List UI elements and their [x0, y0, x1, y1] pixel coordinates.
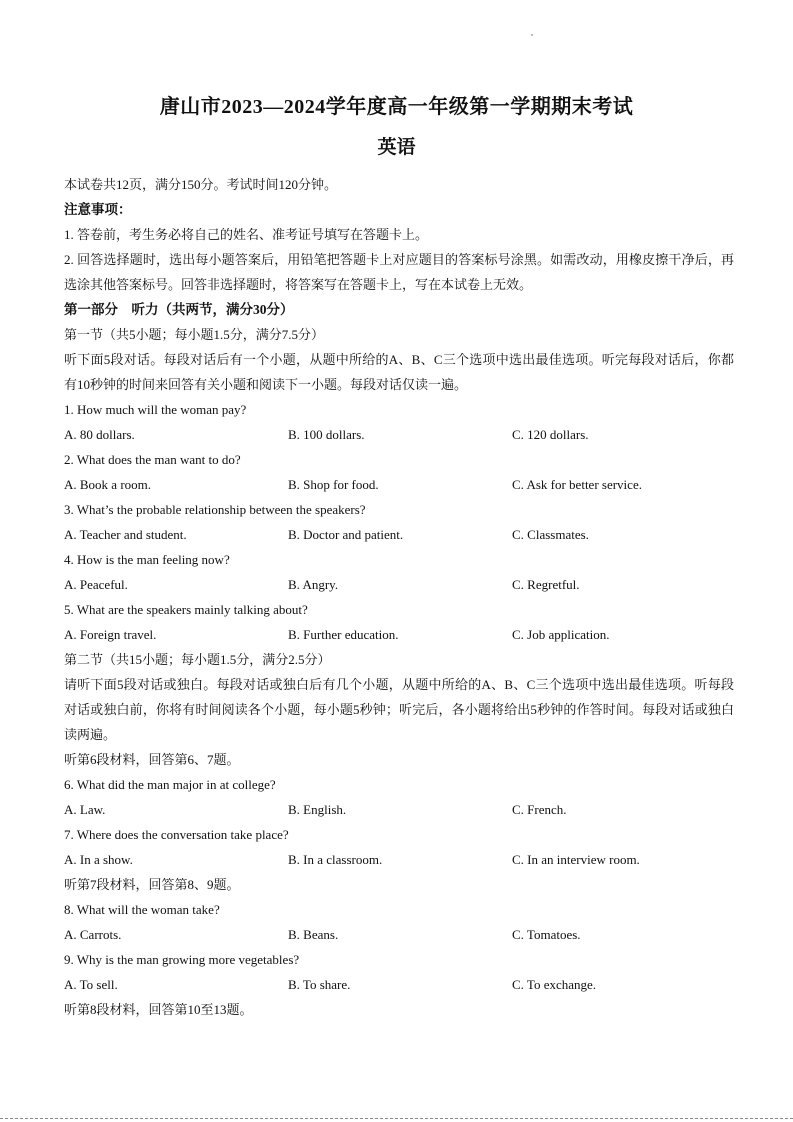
material-heading: 听第6段材料，回答第6、7题。 — [64, 752, 240, 767]
option-b: B. To share. — [288, 977, 351, 992]
answer-options — [64, 847, 734, 872]
answer-options — [64, 522, 734, 547]
question-stem: 3. What’s the probable relationship between the speakers? — [64, 502, 366, 517]
section2-instructions: 请听下面5段对话或独白。每段对话或独白后有几个小题，从题中所给的A、B、C三个选项中选出最佳选项。听每段对话或独白前，你将有时间阅读各个小题，每小题5秒钟；听完后，各小题将给出5秒钟的作答时间。每段对话或独白读两遍。 — [64, 677, 734, 742]
option-c: C. French. — [512, 802, 567, 817]
notice-item-2: 2. 回答选择题时，选出每小题答案后，用铅笔把答题卡上对应题目的答案标号涂黑。如需改动，用橡皮擦干净后，再选涂其他答案标号。回答非选择题时，将答案写在答题卡上，写在本试卷上无效。 — [64, 252, 734, 292]
answer-options — [64, 972, 734, 997]
question-stem: 6. What did the man major in at college? — [64, 777, 276, 792]
option-c: C. Classmates. — [512, 527, 589, 542]
option-b: B. In a classroom. — [288, 852, 383, 867]
option-a: A. Foreign travel. — [64, 627, 157, 642]
question-stem: 1. How much will the woman pay? — [64, 402, 247, 417]
section1-instructions: 听下面5段对话。每段对话后有一个小题，从题中所给的A、B、C三个选项中选出最佳选项。听完每段对话后，你都有10秒钟的时间来回答有关小题和阅读下一小题。每段对话仅读一遍。 — [64, 352, 734, 392]
notice-item-1: 1. 答卷前，考生务必将自己的姓名、准考证号填写在答题卡上。 — [64, 227, 429, 242]
answer-options — [64, 922, 734, 947]
section2-heading: 第二节（共15小题；每小题1.5分，满分2.5分） — [64, 652, 331, 667]
section1-heading: 第一节（共5小题；每小题1.5分，满分7.5分） — [64, 327, 325, 342]
material-heading: 听第7段材料，回答第8、9题。 — [64, 877, 240, 892]
answer-options — [64, 622, 734, 647]
part1-heading: 第一部分 听力（共两节，满分30分） — [64, 302, 294, 317]
option-a: A. Book a room. — [64, 477, 152, 492]
option-c: C. 120 dollars. — [512, 427, 589, 442]
option-a: A. To sell. — [64, 977, 118, 992]
option-c: C. In an interview room. — [512, 852, 640, 867]
subject-title: 英语 — [377, 137, 416, 158]
question-stem: 4. How is the man feeling now? — [64, 552, 230, 567]
option-a: A. 80 dollars. — [64, 427, 135, 442]
answer-options — [64, 572, 734, 597]
exam-content — [64, 172, 734, 1022]
option-a: A. Teacher and student. — [64, 527, 187, 542]
exam-intro: 本试卷共12页，满分150分。考试时间120分钟。 — [64, 177, 338, 192]
scan-speck — [531, 34, 533, 36]
option-c: C. To exchange. — [512, 977, 597, 992]
exam-title: 唐山市2023—2024学年度高一年级第一学期期末考试 — [159, 96, 634, 118]
option-b: B. English. — [288, 802, 347, 817]
option-a: A. In a show. — [64, 852, 133, 867]
question-stem: 8. What will the woman take? — [64, 902, 220, 917]
material-heading: 听第8段材料，回答第10至13题。 — [64, 1002, 253, 1017]
option-b: B. Shop for food. — [288, 477, 379, 492]
option-b: B. Angry. — [288, 577, 339, 592]
option-b: B. Doctor and patient. — [288, 527, 404, 542]
question-stem: 7. Where does the conversation take place? — [64, 827, 289, 842]
option-a: A. Law. — [64, 802, 106, 817]
question-stem: 2. What does the man want to do? — [64, 452, 241, 467]
answer-options — [64, 422, 734, 447]
question-stem: 9. Why is the man growing more vegetables? — [64, 952, 300, 967]
option-c: C. Regretful. — [512, 577, 580, 592]
answer-options — [64, 472, 734, 497]
option-b: B. Further education. — [288, 627, 399, 642]
option-b: B. Beans. — [288, 927, 339, 942]
option-c: C. Job application. — [512, 627, 610, 642]
option-a: A. Carrots. — [64, 927, 122, 942]
question-stem: 5. What are the speakers mainly talking about? — [64, 602, 308, 617]
answer-options — [64, 797, 734, 822]
option-b: B. 100 dollars. — [288, 427, 365, 442]
page-bottom-rule — [0, 1118, 793, 1119]
option-a: A. Peaceful. — [64, 577, 128, 592]
option-c: C. Tomatoes. — [512, 927, 581, 942]
notice-heading: 注意事项： — [64, 202, 132, 217]
option-c: C. Ask for better service. — [512, 477, 642, 492]
